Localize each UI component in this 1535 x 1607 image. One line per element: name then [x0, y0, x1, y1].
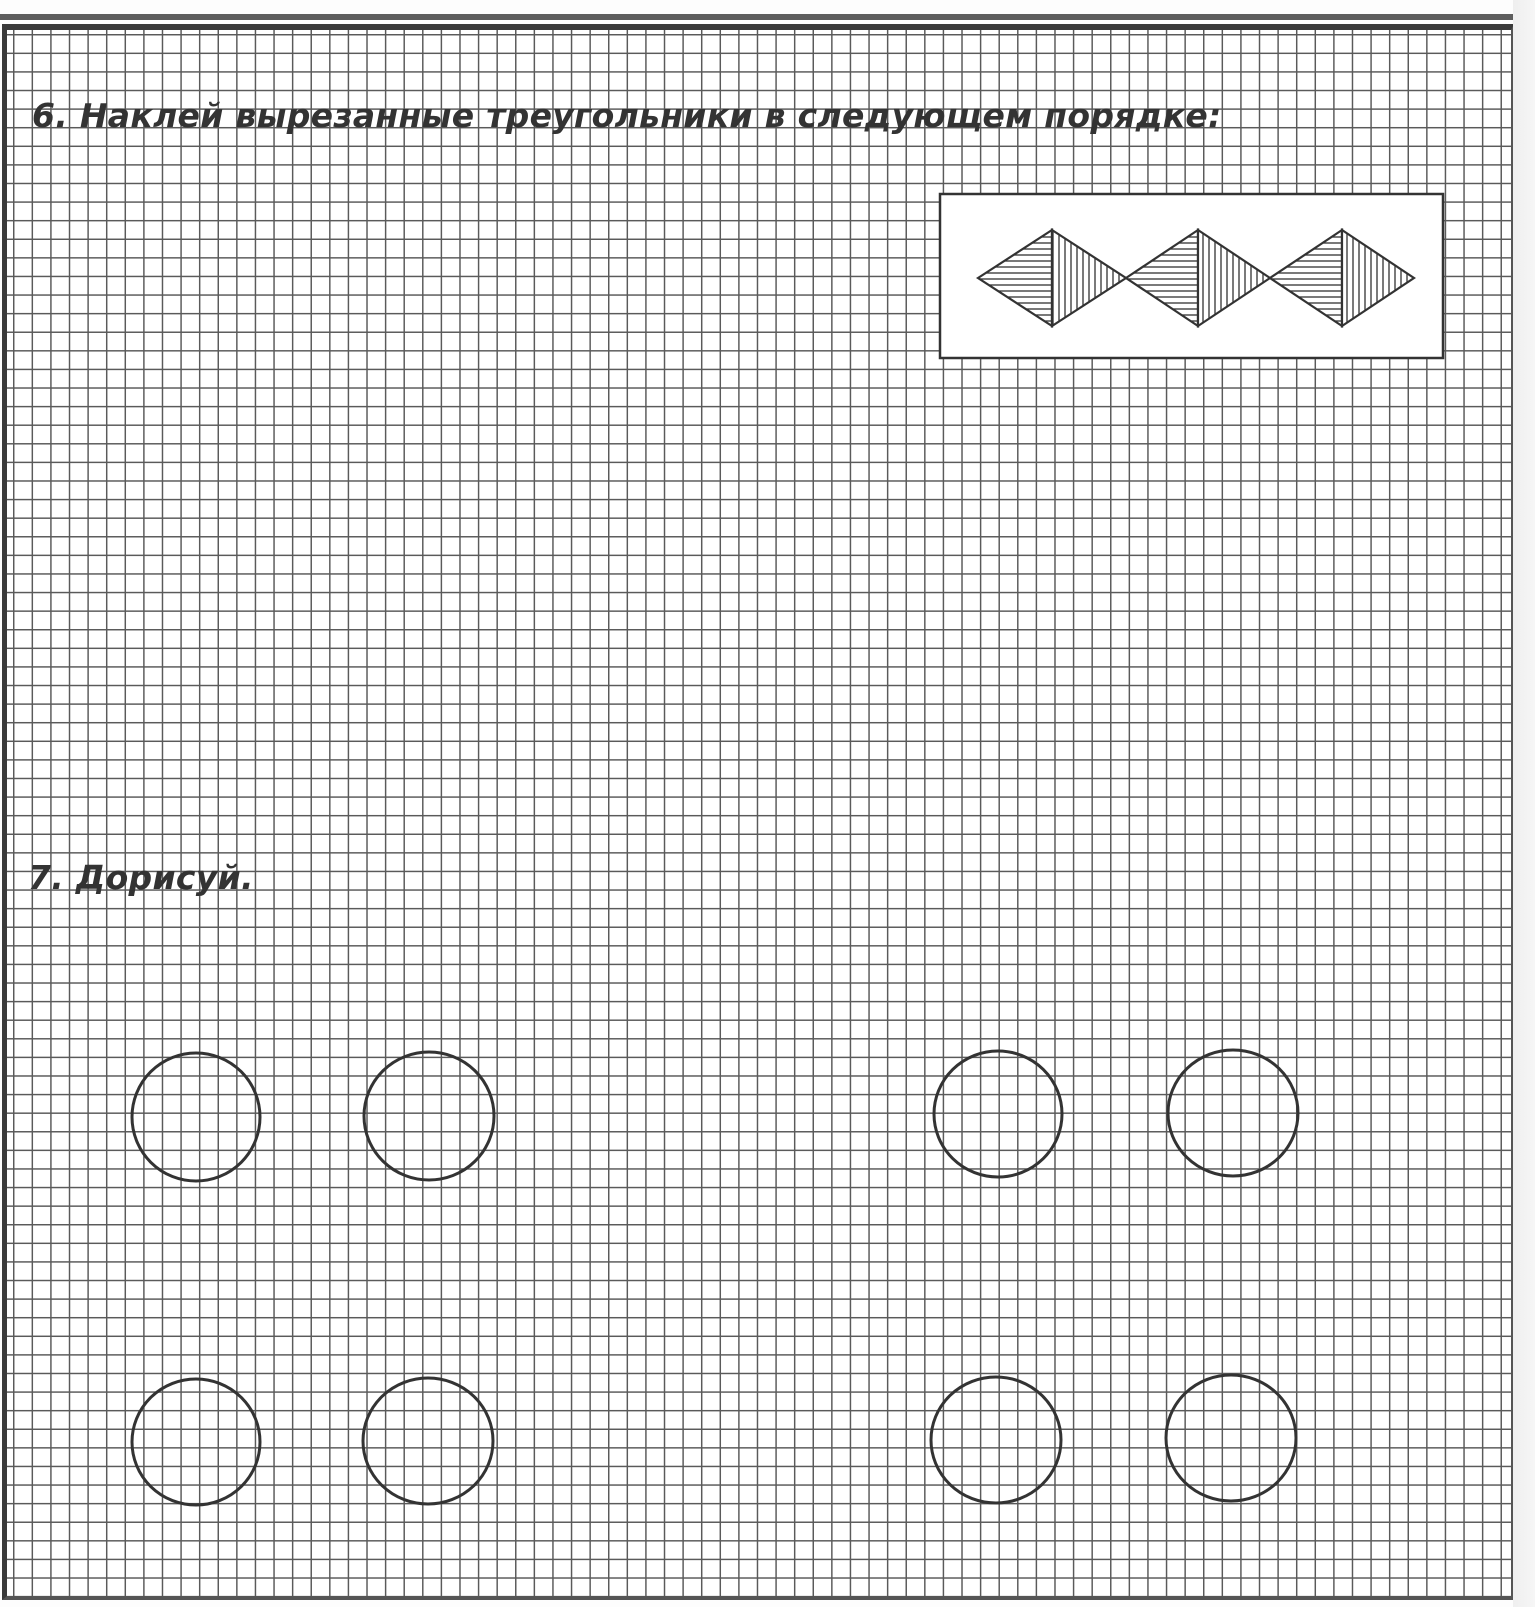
circle-group-left: [132, 1052, 494, 1505]
task-7-title: 7. Дорисуй.: [28, 858, 254, 897]
circle-top-right: [364, 1052, 494, 1180]
circle-group-right: [931, 1050, 1298, 1503]
circle-bottom-left: [132, 1379, 260, 1505]
circle-top-left: [934, 1051, 1062, 1177]
triangle-pattern-sample: [940, 194, 1443, 358]
circle-bottom-right: [363, 1378, 493, 1504]
circle-bottom-right: [1166, 1375, 1296, 1501]
circle-top-right: [1168, 1050, 1298, 1176]
circle-bottom-left: [931, 1377, 1061, 1503]
task-6-title: 6. Наклей вырезанные треугольники в следующем порядке:: [32, 96, 1222, 135]
circle-top-left: [132, 1053, 260, 1181]
